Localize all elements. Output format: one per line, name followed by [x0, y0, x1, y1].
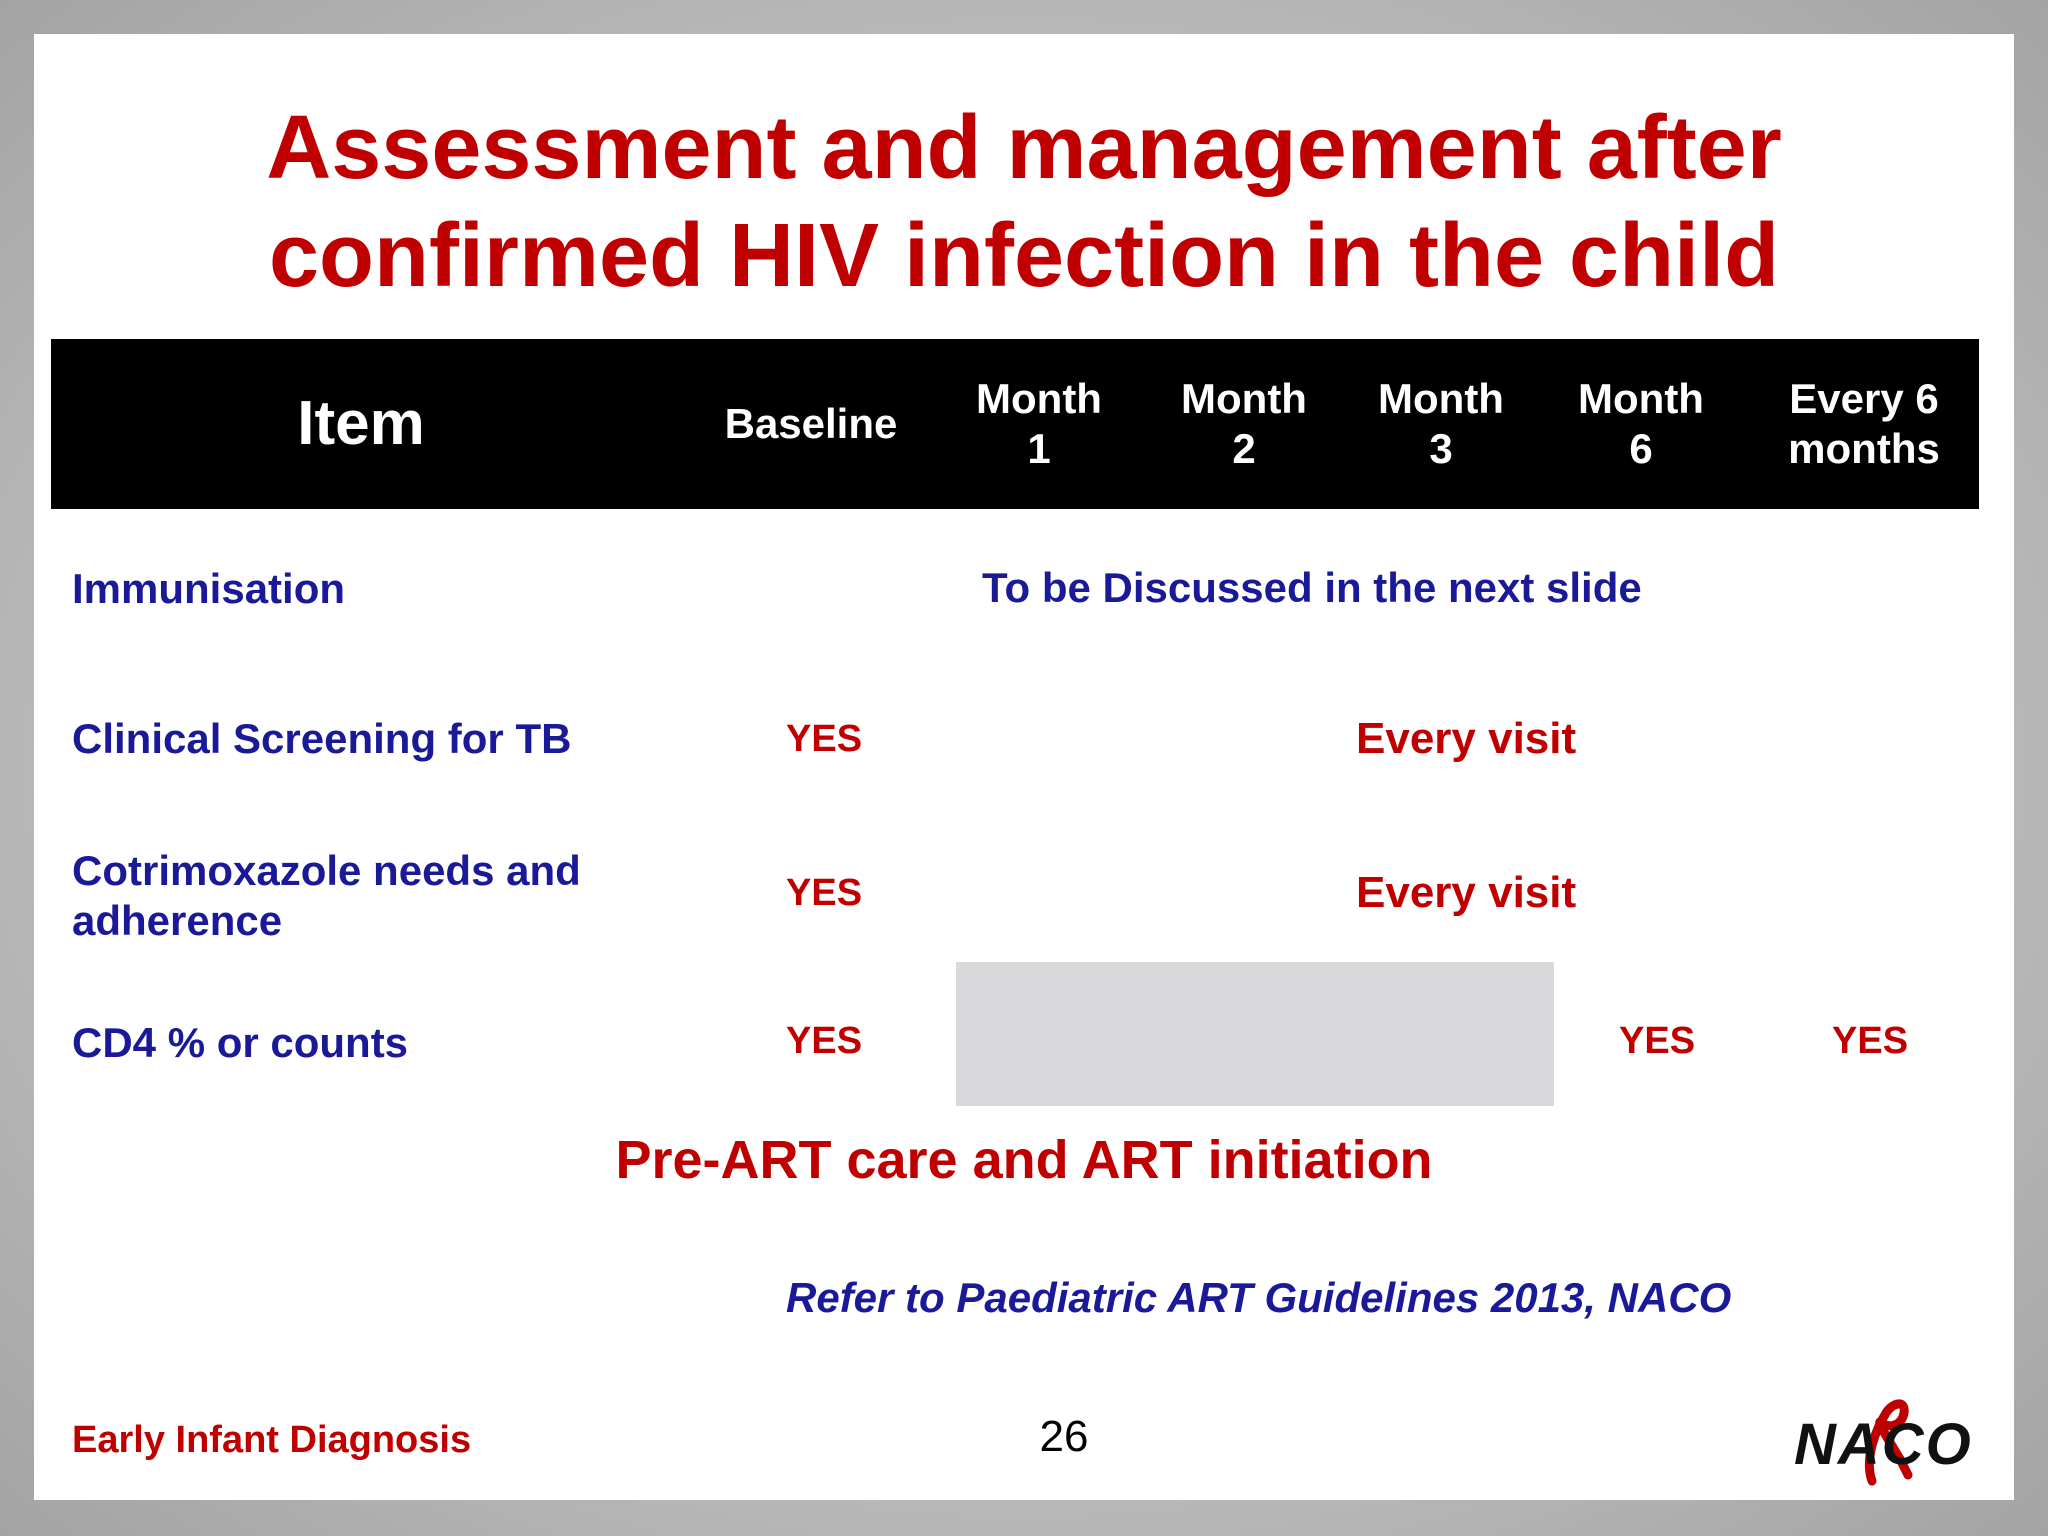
- header-month-3-line-1: Month: [1378, 375, 1504, 422]
- header-month-1-line-2: 1: [1027, 425, 1051, 472]
- header-month-1: [949, 339, 1129, 509]
- cotrimoxazole-label-line-2: adherence: [72, 897, 283, 944]
- refer-note: Refer to Paediatric ART Guidelines 2013, NACO: [786, 1274, 1732, 1321]
- cotrimoxazole-baseline-value: YES: [786, 872, 863, 914]
- immunisation-note: To be Discussed in the next slide: [982, 564, 1642, 611]
- header-month-6: [1551, 339, 1731, 509]
- title-line-1: Assessment and management after: [266, 98, 1782, 198]
- logo-text: NACO: [1794, 1412, 1973, 1477]
- table-header: [51, 339, 1979, 509]
- cd4-month-6-value: YES: [1619, 1020, 1696, 1062]
- header-baseline: [711, 339, 911, 509]
- row-label-immunisation: Immunisation: [72, 565, 346, 612]
- header-month-2: [1154, 339, 1334, 509]
- header-baseline-label: Baseline: [724, 400, 898, 447]
- header-month-3: [1351, 339, 1531, 509]
- header-item-label: Item: [297, 389, 425, 458]
- cd4-baseline-value: YES: [786, 1020, 863, 1062]
- header-month-2-line-1: Month: [1181, 375, 1307, 422]
- header-item: [51, 339, 671, 509]
- row-label-cotrimoxazole: [72, 846, 581, 946]
- header-month-3-line-2: 3: [1429, 425, 1453, 472]
- row-label-tb-screening: Clinical Screening for TB: [72, 715, 572, 762]
- header-every-6-line-2: months: [1788, 425, 1940, 472]
- header-month-1-line-1: Month: [976, 375, 1102, 422]
- cotrimoxazole-label-line-1: Cotrimoxazole needs and: [72, 847, 581, 894]
- row-label-cd4: CD4 % or counts: [72, 1019, 409, 1066]
- slide: [34, 34, 2014, 1500]
- header-every-6-line-1: Every 6: [1789, 375, 1939, 422]
- header-month-6-line-1: Month: [1578, 375, 1704, 422]
- header-month-2-line-2: 2: [1232, 425, 1256, 472]
- slide-title: [34, 94, 2014, 310]
- cotrimoxazole-every-visit: Every visit: [1356, 868, 1577, 917]
- cd4-every-6-months-value: YES: [1832, 1020, 1909, 1062]
- header-month-6-line-2: 6: [1629, 425, 1653, 472]
- header-every-6-months: [1754, 339, 1974, 509]
- naco-logo: [1794, 1389, 1994, 1489]
- page-number: 26: [1039, 1412, 1089, 1461]
- footer-title: Early Infant Diagnosis: [72, 1419, 472, 1461]
- preart-heading: Pre-ART care and ART initiation: [615, 1130, 1433, 1190]
- cd4-not-applicable-shading: [956, 962, 1554, 1106]
- title-line-2: confirmed HIV infection in the child: [268, 206, 1780, 306]
- tb-baseline-value: YES: [786, 718, 863, 760]
- tb-every-visit: Every visit: [1356, 714, 1577, 763]
